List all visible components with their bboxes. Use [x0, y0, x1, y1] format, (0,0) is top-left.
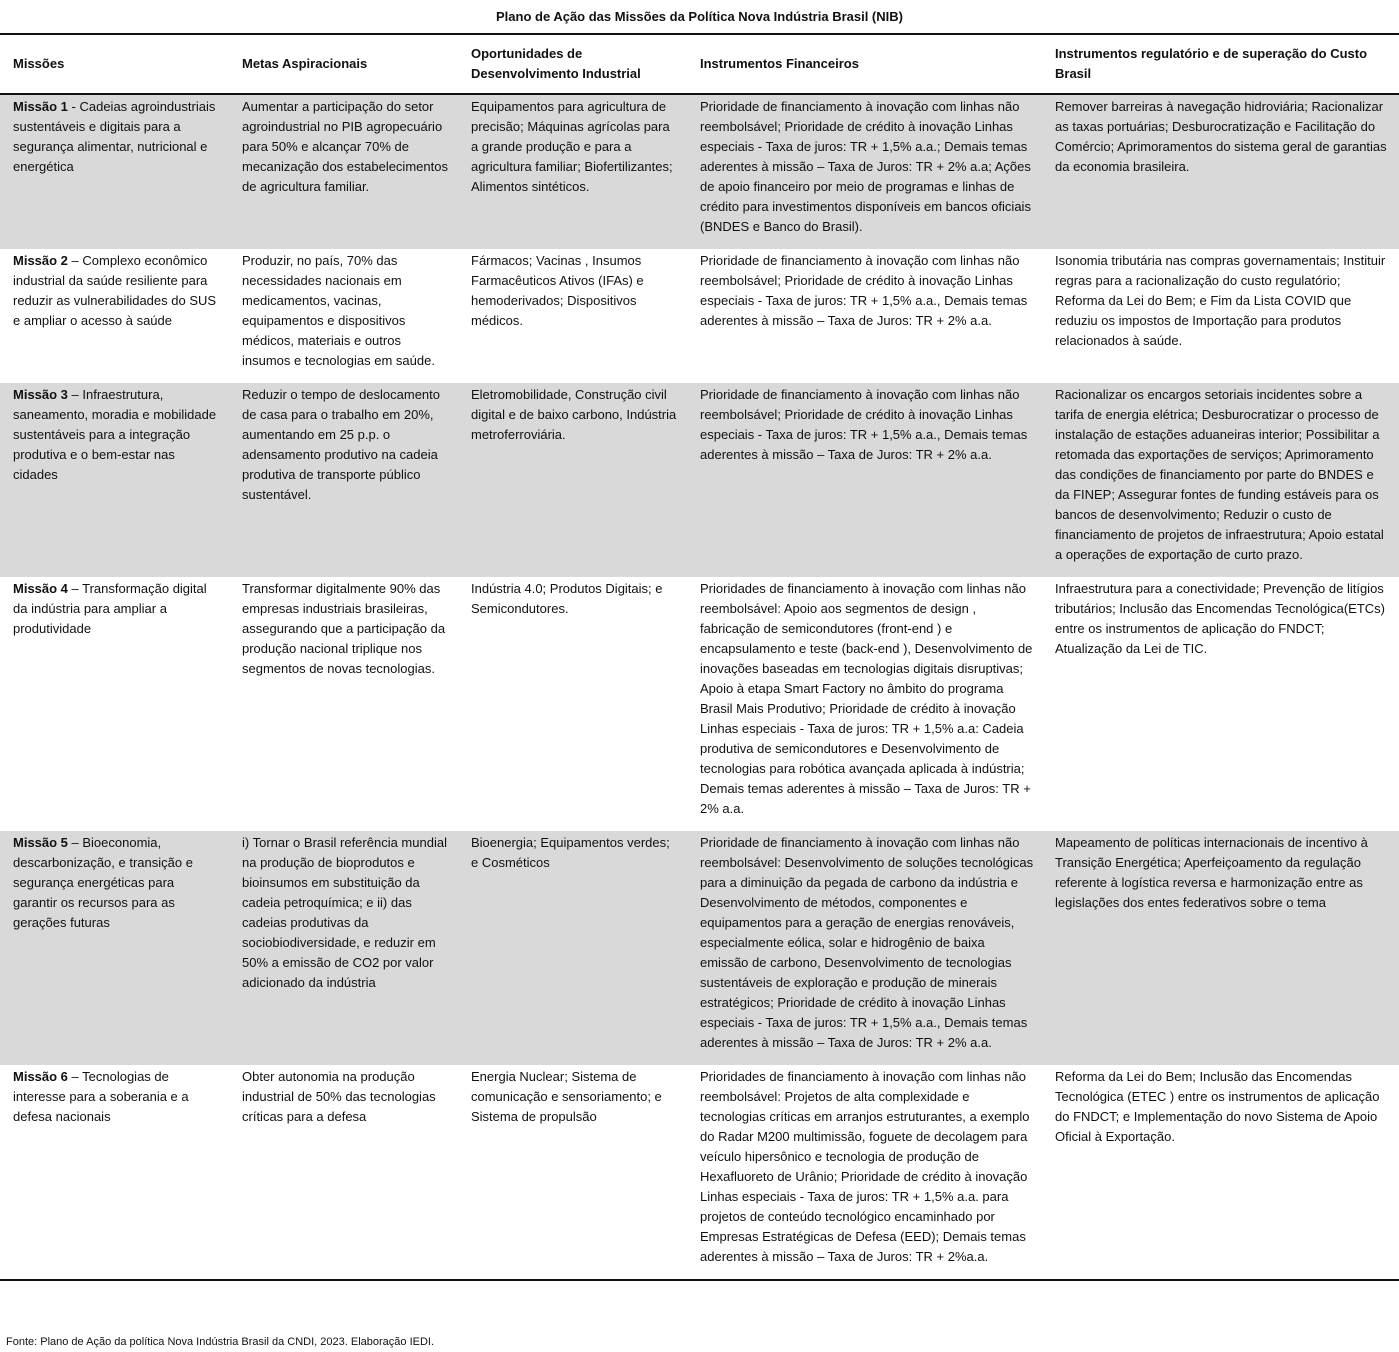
- header-financeiros: Instrumentos Financeiros: [700, 56, 859, 71]
- metas-cell: Transformar digitalmente 90% das empresas industriais brasileiras, assegurando que a participação da produção nacional triplique nos segmentos de novas tecnologias.: [242, 581, 446, 676]
- missions-table: [0, 33, 1399, 1281]
- metas-cell: Produzir, no país, 70% das necessidades nacionais em medicamentos, vacinas, equipamentos e dispositivos médicos, materiais e outros insumos e tecnologias em saúde.: [242, 253, 435, 368]
- mission-description: – Infraestrutura, saneamento, moradia e mobilidade sustentáveis para a integração produtiva e o bem-estar nas cidades: [13, 387, 217, 482]
- table-row: [0, 577, 1399, 831]
- oportunidades-cell: Indústria 4.0; Produtos Digitais; e Semicondutores.: [471, 581, 663, 616]
- mission-description: – Bioeconomia, descarbonização, e transição e segurança energéticas para garantir os recursos para as gerações futuras: [13, 835, 193, 930]
- mission-number: Missão 3: [13, 387, 68, 402]
- table-row: [0, 249, 1399, 383]
- regulatorios-cell: Isonomia tributária nas compras governamentais; Instituir regras para a racionalização do custo regulatório; Reforma da Lei do Bem; e Fim da Lista COVID que reduziu os impostos de Importação para produtos relacionados à saúde.: [1055, 253, 1386, 348]
- mission-number: Missão 1: [13, 99, 68, 114]
- mission-cell: [0, 577, 229, 831]
- financeiros-cell: Prioridades de financiamento à inovação com linhas não reembolsável: Projetos de alta complexidade e tecnologias críticas em arranjos estruturantes, a exemplo do Radar M200 multimissão, foguete de decolagem para veículo hipersônico e tecnologia de produção de Hexafluoreto de Urânio; Prioridade de crédito à inovação Linhas especiais - Taxa de juros: TR + 1,5% a.a. para projetos de conteúdo tecnológico encaminhado por Empresas Estratégicas de Defesa (EED); Demais temas aderentes à missão – Taxa de Juros: TR + 2%a.a.: [700, 1069, 1030, 1264]
- oportunidades-cell: Eletromobilidade, Construção civil digital e de baixo carbono, Indústria metroferroviária.: [458, 383, 687, 577]
- financeiros-cell: Prioridade de financiamento à inovação com linhas não reembolsável; Prioridade de crédito à inovação Linhas especiais - Taxa de juros: TR + 1,5% a.a., Demais temas aderentes à missão – Taxa de Juros: TR + 2% a.a.: [687, 383, 1042, 577]
- table-row: [0, 831, 1399, 1065]
- mission-description: – Tecnologias de interesse para a soberania e a defesa nacionais: [13, 1069, 189, 1124]
- financeiros-cell: Prioridade de financiamento à inovação com linhas não reembolsável: Desenvolvimento de soluções tecnológicas para a diminuição da pegada de carbono da indústria e Desenvolvimento de métodos, componentes e equipamentos para a geração de energias renováveis, especialmente eólica, solar e hidrogênio de baixa emissão de carbono, Desenvolvimento de tecnologias sustentáveis de exploração e produção de minerais estratégicos; Prioridade de crédito à inovação Linhas especiais - Taxa de juros: TR + 1,5% a.a., Demais temas aderentes à missão – Taxa de Juros: TR + 2% a.a.: [687, 831, 1042, 1065]
- regulatorios-cell: Reforma da Lei do Bem; Inclusão das Encomendas Tecnológica (ETEC ) entre os instrumentos de aplicação do FNDCT; e Implementação do novo Sistema de Apoio Oficial à Exportação.: [1055, 1069, 1380, 1144]
- table-header-row: [0, 34, 1399, 94]
- source-note: Fonte: Plano de Ação da política Nova Indústria Brasil da CNDI, 2023. Elaboração IEDI.: [6, 1336, 435, 1348]
- table-row: [0, 1065, 1399, 1280]
- financeiros-cell: Prioridade de financiamento à inovação com linhas não reembolsável; Prioridade de crédito à inovação Linhas especiais - Taxa de juros: TR + 1,5% a.a., Demais temas aderentes à missão – Taxa de Juros: TR + 2% a.a.: [700, 253, 1028, 328]
- mission-cell: [0, 94, 229, 249]
- mission-number: Missão 2: [13, 253, 68, 268]
- financeiros-cell: Prioridade de financiamento à inovação com linhas não reembolsável; Prioridade de crédito à inovação Linhas especiais - Taxa de juros: TR + 1,5% a.a.; Demais temas aderentes à missão – Taxa de Juros: TR + 2% a.a; Ações de apoio financeiro por meio de programas e linhas de crédito para investimentos disponíveis em bancos oficiais (BNDES e Banco do Brasil).: [687, 94, 1042, 249]
- mission-description: - Cadeias agroindustriais sustentáveis e digitais para a segurança alimentar, nutricional e energética: [13, 99, 216, 174]
- mission-cell: [0, 249, 229, 383]
- header-metas: Metas Aspiracionais: [242, 56, 368, 71]
- header-oportunidades: Oportunidades de Desenvolvimento Industrial: [471, 46, 641, 81]
- header-missoes: Missões: [13, 56, 65, 71]
- mission-cell: [0, 831, 229, 1065]
- regulatorios-cell: Infraestrutura para a conectividade; Prevenção de litígios tributários; Inclusão das Encomendas Tecnológica(ETCs) entre os instrumentos de aplicação do FNDCT; Atualização da Lei de TIC.: [1055, 581, 1385, 656]
- oportunidades-cell: Bioenergia; Equipamentos verdes; e Cosméticos: [458, 831, 687, 1065]
- table-row: [0, 383, 1399, 577]
- regulatorios-cell: Remover barreiras à navegação hidroviária; Racionalizar as taxas portuárias; Desburocratização e Facilitação do Comércio; Aprimoramentos do sistema geral de garantias da economia brasileira.: [1042, 94, 1399, 249]
- mission-cell: [0, 383, 229, 577]
- table-title: Plano de Ação das Missões da Política Nova Indústria Brasil (NIB): [496, 9, 903, 24]
- mission-number: Missão 4: [13, 581, 68, 596]
- mission-description: – Transformação digital da indústria para ampliar a produtividade: [13, 581, 207, 636]
- mission-number: Missão 5: [13, 835, 68, 850]
- metas-cell: Obter autonomia na produção industrial de 50% das tecnologias críticas para a defesa: [242, 1069, 436, 1124]
- mission-cell: [0, 1065, 229, 1280]
- financeiros-cell: Prioridades de financiamento à inovação com linhas não reembolsável: Apoio aos segmentos de design , fabricação de semicondutores (front-end ) e encapsulamento e teste (back-end ), Desenvolvimento de inovações baseadas em tecnologias digitais disruptivas; Apoio à etapa Smart Factory no âmbito do programa Brasil Mais Produtivo; Prioridade de crédito à inovação Linhas especiais - Taxa de juros: TR + 1,5% a.a: Cadeia produtiva de semicondutores e Desenvolvimento de tecnologias para robótica avançada aplicada à indústria; Demais temas aderentes à missão – Taxa de Juros: TR + 2% a.a.: [700, 581, 1033, 816]
- regulatorios-cell: Racionalizar os encargos setoriais incidentes sobre a tarifa de energia elétrica; Desburocratizar o processo de instalação de estações aduaneiras interior; Possibilitar a retomada das exportações de serviços; Aprimoramento das condições de financiamento por parte do BNDES e da FINEP; Assegurar fontes de funding estáveis para os bancos de desenvolvimento; Reduzir o custo de financiamento de projetos de infraestrutura; Apoio estatal a operações de exportação de curto prazo.: [1042, 383, 1399, 577]
- mission-description: – Complexo econômico industrial da saúde resiliente para reduzir as vulnerabilidades do SUS e ampliar o acesso à saúde: [13, 253, 217, 328]
- metas-cell: i) Tornar o Brasil referência mundial na produção de bioprodutos e bioinsumos em substituição da cadeia petroquímica; e ii) das cadeias produtivas da sociobiodiversidade, e reduzir em 50% a emissão de CO2 por valor adicionado da indústria: [229, 831, 458, 1065]
- metas-cell: Aumentar a participação do setor agroindustrial no PIB agropecuário para 50% e alcançar 70% de mecanização dos estabelecimentos de agricultura familiar.: [229, 94, 458, 249]
- header-regulatorios: Instrumentos regulatório e de superação do Custo Brasil: [1055, 46, 1368, 81]
- regulatorios-cell: Mapeamento de políticas internacionais de incentivo à Transição Energética; Aperfeiçoamento da regulação referente à logística reversa e harmonização entre as legislações dos entes federativos sobre o tema: [1042, 831, 1399, 1065]
- oportunidades-cell: Equipamentos para agricultura de precisão; Máquinas agrícolas para a grande produção e para a agricultura familiar; Biofertilizantes; Alimentos sintéticos.: [458, 94, 687, 249]
- table-row: [0, 94, 1399, 249]
- oportunidades-cell: Energia Nuclear; Sistema de comunicação e sensoriamento; e Sistema de propulsão: [471, 1069, 662, 1124]
- metas-cell: Reduzir o tempo de deslocamento de casa para o trabalho em 20%, aumentando em 25 p.p. o adensamento produtivo na cadeia produtiva de transporte público sustentável.: [229, 383, 458, 577]
- mission-number: Missão 6: [13, 1069, 68, 1084]
- oportunidades-cell: Fármacos; Vacinas , Insumos Farmacêuticos Ativos (IFAs) e hemoderivados; Dispositivos médicos.: [471, 253, 644, 328]
